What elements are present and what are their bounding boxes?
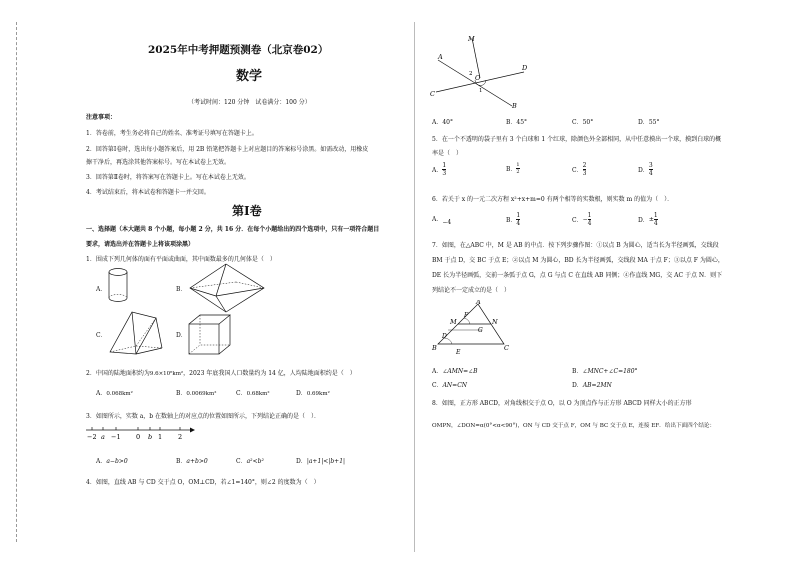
q2-option-a[interactable]: A．0.068km² <box>96 390 133 397</box>
notes-heading: 注意事项： <box>86 114 117 121</box>
section-instructions: 要求，请选出并在答题卡上将该项涂黑） <box>86 241 195 248</box>
q1-option-d-label: D． <box>176 332 187 339</box>
figure-label: C <box>430 90 435 98</box>
q4-option-d[interactable]: D．55° <box>638 119 660 126</box>
note-item: 1．答卷前，考生务必将自己的姓名、准考证号填写在答题卡上。 <box>86 130 258 137</box>
question-7-stem: DE 长为半径画弧，交前一条弧于点 G，点 G 与点 C 在直线 AB 同侧；④作直线 MG，交 AC 于点 N．则下 <box>432 272 723 279</box>
question-7-stem: 7．如图，在△ABC 中，M 是 AB 的中点．按下列步骤作图：①以点 B 为圆心，适当长为半径画弧，交线段 <box>432 242 719 249</box>
q2-option-b[interactable]: B．0.0069km² <box>176 390 217 397</box>
exam-title: 2025年中考押题预测卷（北京卷02） <box>148 44 329 56</box>
note-item: 2．回答第Ⅰ卷时，选出每小题答案后，用 2B 铅笔把答题卡上对应题目的答案标号涂黑。如需改动，用橡皮 <box>86 146 369 153</box>
question-8-stem: OMPN，∠DON=α(0°<α<90°)，ON 与 CD 交于点 F，OM 与 BC 交于点 E，连接 EF．给出下面四个结论： <box>432 423 716 429</box>
figure-label: E <box>456 349 461 356</box>
q2-stem-a: 2．中国的陆地面积约为 <box>86 370 150 377</box>
note-item: 擦干净后，再选涂其他答案标号。写在本试卷上无效。 <box>86 159 231 166</box>
figure-label: 2 <box>469 71 473 77</box>
figure-label: A <box>476 300 481 306</box>
exam-info: （考试时间：120 分钟 试卷满分：100 分） <box>188 99 311 106</box>
q1-option-c-label: C． <box>96 332 107 339</box>
q5-option-d[interactable]: D． $\frac{3}{4}$ <box>638 162 653 177</box>
intersecting-lines-figure <box>428 34 528 110</box>
question-3-stem: 3．如图所示，实数 a，b 在数轴上的对应点的位置如图所示，下列结论正确的是（ ）． <box>86 413 321 420</box>
triangle-construction-figure <box>430 300 514 358</box>
q3-option-b[interactable]: B．a+b>0 <box>176 458 208 465</box>
question-7-stem: BM 于点 D，交 BC 于点 E；②以点 M 为圆心，BD 长为半径画弧，交线段 MA 于点 F；③以点 F 为圆心， <box>432 257 724 264</box>
axis-label: −2 <box>87 433 97 441</box>
q7-option-c[interactable]: C．AN=CN <box>432 382 468 389</box>
question-5-stem: 率是（ ） <box>432 150 463 157</box>
q4-option-b[interactable]: B．45° <box>506 119 528 126</box>
q6-option-a[interactable]: A．−4 <box>432 216 452 226</box>
section-title: 第Ⅰ卷 <box>232 204 262 218</box>
figure-label: D <box>522 64 528 72</box>
axis-label: 0 <box>136 433 141 441</box>
q3-option-c[interactable]: C．a²<b² <box>236 458 264 465</box>
q2-option-d[interactable]: D．0.69km² <box>296 390 330 397</box>
triangular-prism-figure <box>106 308 166 356</box>
q3-option-d[interactable]: D．|a+1|<|b+1| <box>296 458 346 465</box>
q1-option-b-label: B． <box>176 286 187 293</box>
question-5-stem: 5．在一个不透明的袋子里有 3 个白球和 1 个红球，除颜色外全部相同，从中任意摸出一个球，摸到白球的概 <box>432 136 722 143</box>
q7-option-d[interactable]: D．AB=2MN <box>572 382 612 389</box>
figure-label: M <box>450 318 457 326</box>
figure-label: C <box>504 344 509 352</box>
figure-label: G <box>478 327 483 334</box>
figure-label: B <box>432 344 437 352</box>
q4-option-a[interactable]: A．40° <box>432 119 453 126</box>
figure-label: M <box>468 35 475 43</box>
binding-margin-line <box>16 22 17 542</box>
q7-option-a[interactable]: A．∠AMN=∠B <box>432 368 478 375</box>
question-6-stem: 6．若关于 x 的一元二次方程 x²+x+m=0 有两个相等的实数根，则实数 m 的值为（ ）． <box>432 196 674 203</box>
question-2-stem <box>86 368 356 377</box>
q2-option-c[interactable]: C．0.68km² <box>236 390 270 397</box>
q2-stem-b: ，2023 年底我国人口数量约为 14 亿，人均陆地面积约是（ ） <box>183 370 356 377</box>
question-7-stem: 列结论不一定成立的是（ ） <box>432 287 511 294</box>
figure-label: O <box>475 74 481 82</box>
q6-option-c[interactable]: C．− $\frac{1}{4}$ <box>572 212 592 227</box>
subject-title: 数学 <box>236 69 263 84</box>
figure-label: 1 <box>479 88 483 94</box>
cylinder-figure <box>106 266 130 306</box>
q3-option-a[interactable]: A．a−b>0 <box>96 458 128 465</box>
q7-option-b[interactable]: B．∠MNC+∠C=180° <box>572 368 638 375</box>
axis-label: 1 <box>158 433 163 441</box>
column-divider <box>414 22 415 552</box>
q1-option-a-label: A． <box>96 286 107 293</box>
figure-label: N <box>492 318 498 326</box>
question-4-stem: 4．如图，直线 AB 与 CD 交于点 O，OM⊥CD，若∠1=140°，则∠2 的度数为（ ） <box>86 479 320 486</box>
note-item: 4．考试结束后，将本试卷和答题卡一并交回。 <box>86 189 210 196</box>
q6-option-b[interactable]: B． $\frac{1}{4}$ <box>506 212 521 227</box>
axis-label: 2 <box>178 433 183 441</box>
question-1-stem: 1．围成下列几何体的面有平面或曲面，其中面数最多的几何体是（ ） <box>86 256 276 263</box>
note-item: 3．回答第Ⅱ卷时，将答案写在答题卡上。写在本试卷上无效。 <box>86 174 250 181</box>
q5-option-a[interactable]: A． $\frac{1}{3}$ <box>432 162 447 177</box>
q4-option-c[interactable]: C．50° <box>572 119 594 126</box>
axis-label: b <box>148 433 153 441</box>
figure-label: D <box>442 333 447 340</box>
figure-label: B <box>512 102 517 110</box>
bipyramid-figure <box>186 262 266 314</box>
question-8-stem: 8．如图，正方形 ABCD，对角线相交于点 O，以 O 为顶点作与正方形 ABCD 同样大小的正方形 <box>432 400 692 407</box>
q5-option-c[interactable]: C． $\frac{2}{3}$ <box>572 162 587 177</box>
cube-figure <box>186 312 234 356</box>
q5-option-b[interactable]: B． $\frac{1}{2}$ <box>506 162 520 175</box>
figure-label: A <box>438 53 443 61</box>
axis-label: −1 <box>111 433 121 441</box>
section-instructions: 一、选择题（本大题共 8 个小题，每小题 2 分，共 16 分．在每个小题给出的四个选项中，只有一项符合题目 <box>86 226 380 233</box>
figure-label: F <box>464 312 469 319</box>
q6-option-d[interactable]: D．± $\frac{1}{4}$ <box>638 212 658 227</box>
number-line-figure <box>84 424 196 444</box>
q2-area: 9.6×10⁶km² <box>149 371 184 377</box>
axis-label: a <box>101 433 105 441</box>
